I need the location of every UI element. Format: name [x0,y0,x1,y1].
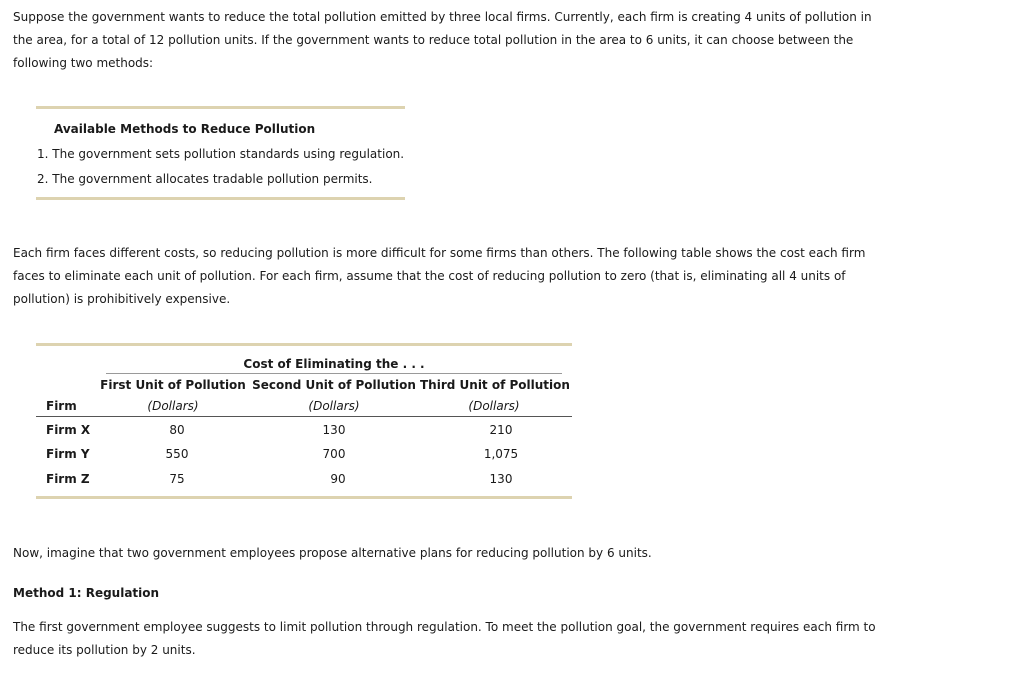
table-spanner-header: Cost of Eliminating the . . . [243,357,425,371]
proposal-paragraph: Now, imagine that two government employees propose alternative plans for reducing pollution by 6 units. [13,546,652,560]
cost-first: 75 [169,472,185,486]
firm-name: Firm Z [46,472,90,486]
column-header-firm: Firm [46,399,77,413]
cost-third: 1,075 [483,447,519,461]
intro-paragraph: Suppose the government wants to reduce the total pollution emitted by three local firms. Currently, each firm is creating 4 units of pollution in the area, for a total of 12 pollution units. If the government wants to reduce total pollution in the area to 6 units, it can choose between the following two methods: [13,10,872,70]
method-item-regulation: 1. The government sets pollution standards using regulation. [37,147,405,161]
methods-top-rule [36,106,405,109]
cost-second: 90 [330,472,346,486]
column-unit-second: (Dollars) [308,399,360,413]
cost-second: 130 [322,423,346,437]
cost-first: 80 [169,423,185,437]
cost-third: 210 [489,423,513,437]
methods-title: Available Methods to Reduce Pollution [54,122,316,136]
cost-second: 700 [322,447,346,461]
table-bottom-rule [36,496,572,499]
column-header-first: First Unit of Pollution [100,378,246,392]
column-unit-third: (Dollars) [468,399,520,413]
spanner-underline [106,373,562,374]
cost-third: 130 [489,472,513,486]
method1-paragraph: The first government employee suggests to limit pollution through regulation. To meet the pollution goal, the government requires each firm to reduce its pollution by 2 units. [13,620,876,657]
method-item-permits: 2. The government allocates tradable pollution permits. [37,172,373,186]
column-header-second: Second Unit of Pollution [252,378,416,392]
methods-bottom-rule [36,197,405,200]
column-unit-first: (Dollars) [147,399,199,413]
firm-name: Firm X [46,423,91,437]
firm-name: Firm Y [46,447,90,461]
table-top-rule [36,343,572,346]
column-header-third: Third Unit of Pollution [420,378,570,392]
costs-paragraph: Each firm faces different costs, so reducing pollution is more difficult for some firms than others. The following table shows the cost each firm faces to eliminate each unit of pollution. For each firm, assume that the cost of reducing pollution to zero (that is, eliminating all 4 units of pollution) is prohibitively expensive. [13,246,866,306]
method1-heading: Method 1: Regulation [13,586,160,600]
header-underline [36,416,572,417]
cost-first: 550 [165,447,189,461]
